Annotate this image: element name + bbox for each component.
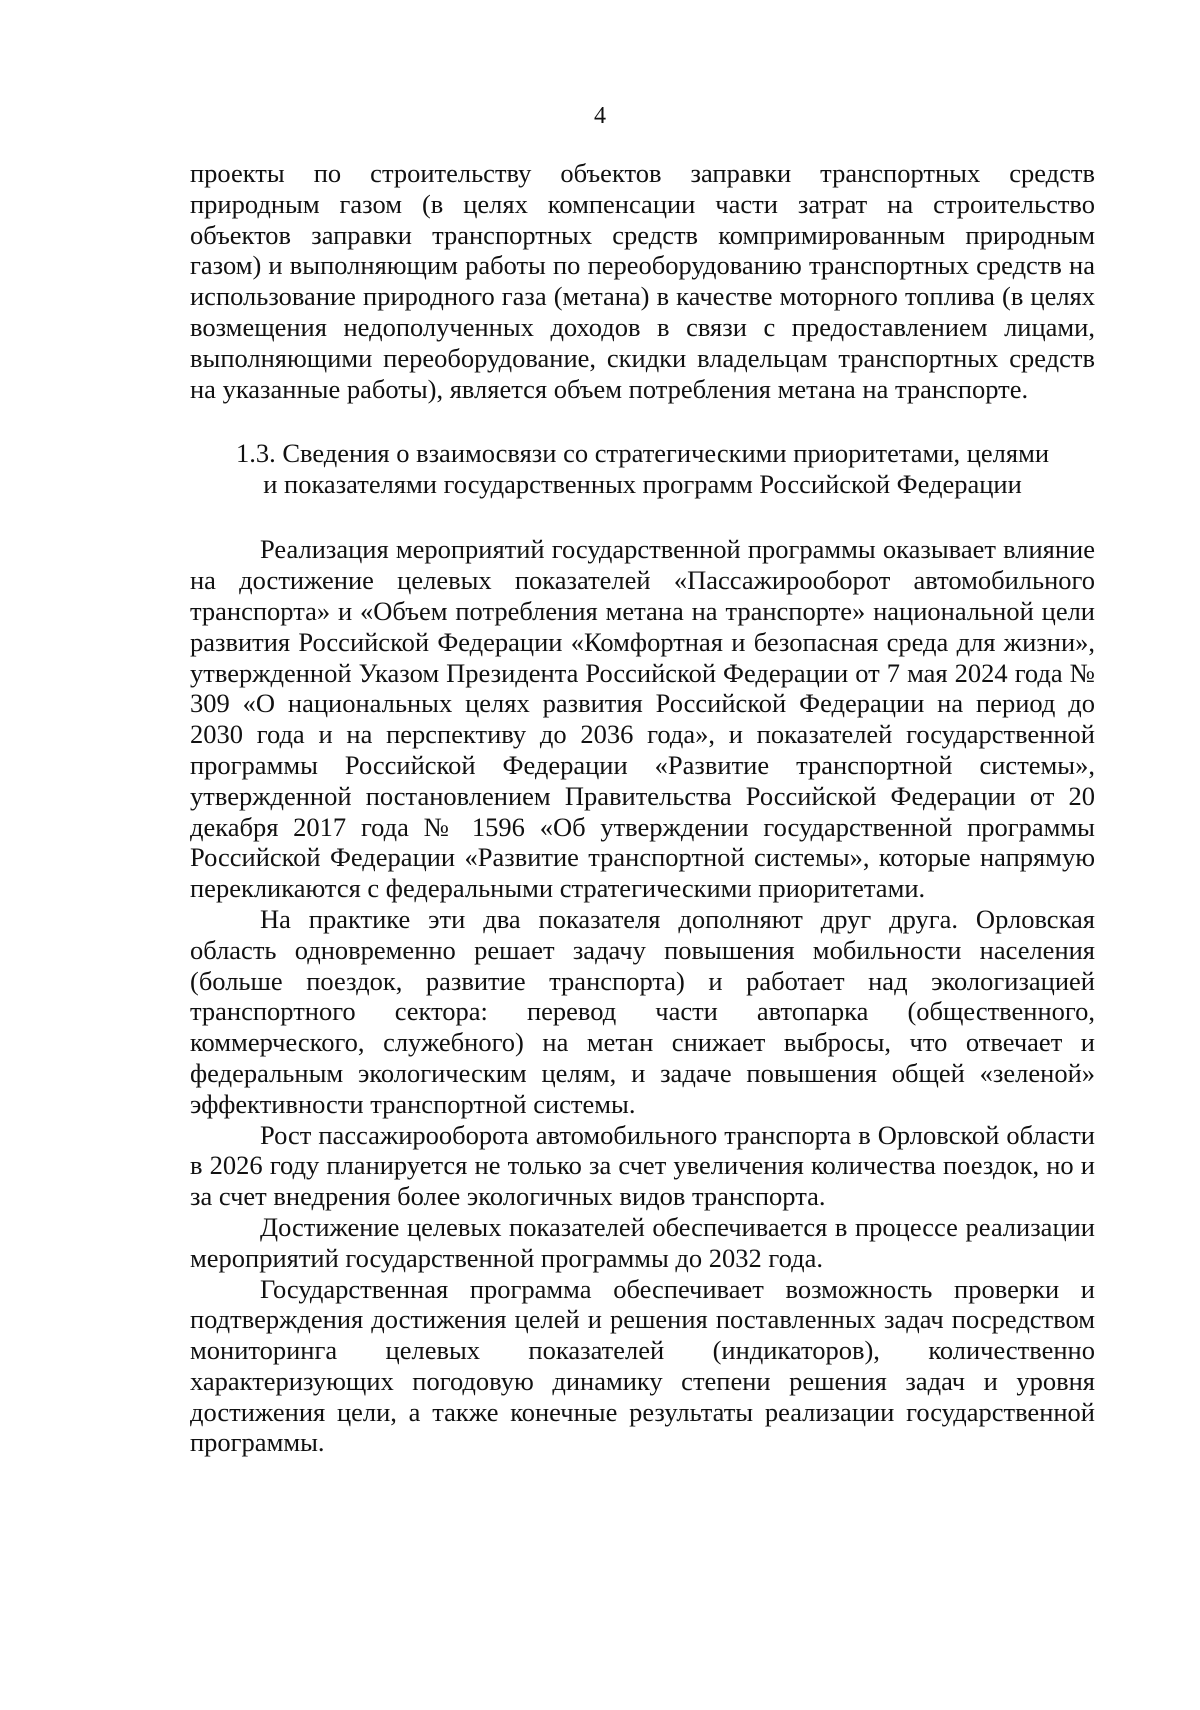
paragraph-continuation: проекты по строительству объектов заправки транспортных средств природным газом (в целях компенсации части затрат на строительство объектов заправки транспортных средств компримированным природным газом) и выполняющим работы по переоборудованию транспортных средств на использование природного газа (метана) в качестве моторного топлива (в целях возмещения недополученных доходов в связи с предоставлением лицами, выполняющими переоборудование, скидки владельцам транспортных средств на указанные работы), является объем потребления метана на транспорте. [190, 158, 1095, 404]
section-heading-line-1: 1.3. Сведения о взаимосвязи со стратегическими приоритетами, целями [235, 438, 1050, 469]
paragraph-1: Реализация мероприятий государственной программы оказывает влияние на достижение целевых показателей «Пассажирооборот автомобильного транспорта» и «Объем потребления метана на транспорте» национальной цели развития Российской Федерации «Комфортная и безопасная среда для жизни», утвержденной Указом Президента Российской Федерации от 7 мая 2024 года № 309 «О национальных целях развития Российской Федерации на период до 2030 года и на перспективу до 2036 года», и показателей государственной программы Российской Федерации «Развитие транспортной системы», утвержденной постановлением Правительства Российской Федерации от 20 декабря 2017 года № 1596 «Об утверждении государственной программы Российской Федерации «Развитие транспортной системы», которые напрямую перекликаются с федеральными стратегическими приоритетами. [190, 534, 1095, 904]
paragraph-4: Достижение целевых показателей обеспечивается в процессе реализации мероприятий государственной программы до 2032 года. [190, 1211, 1095, 1273]
paragraph-2: На практике эти два показателя дополняют друг друга. Орловская область одновременно решает задачу повышения мобильности населения (больше поездок, развитие транспорта) и работает над экологизацией транспортного сектора: перевод части автопарка (общественного, коммерческого, служебного) на метан снижает выбросы, что отвечает и федеральным экологическим целям, и задаче повышения общей «зеленой» эффективности транспортной системы. [190, 903, 1095, 1119]
section-heading [190, 438, 1095, 500]
paragraph-3: Рост пассажирооборота автомобильного транспорта в Орловской области в 2026 году планируется не только за счет увеличения количества поездок, но и за счет внедрения более экологичных видов транспорта. [190, 1119, 1095, 1212]
page-number: 4 [594, 103, 606, 129]
paragraph-5: Государственная программа обеспечивает возможность проверки и подтверждения достижения целей и решения поставленных задач посредством мониторинга целевых показателей (индикаторов), количественно характеризующих погодовую динамику степени решения задач и уровня достижения цели, а также конечные результаты реализации государственной программы. [190, 1273, 1095, 1458]
document-body [190, 158, 1095, 1458]
section-heading-line-2: и показателями государственных программ Российской Федерации [263, 469, 1022, 500]
